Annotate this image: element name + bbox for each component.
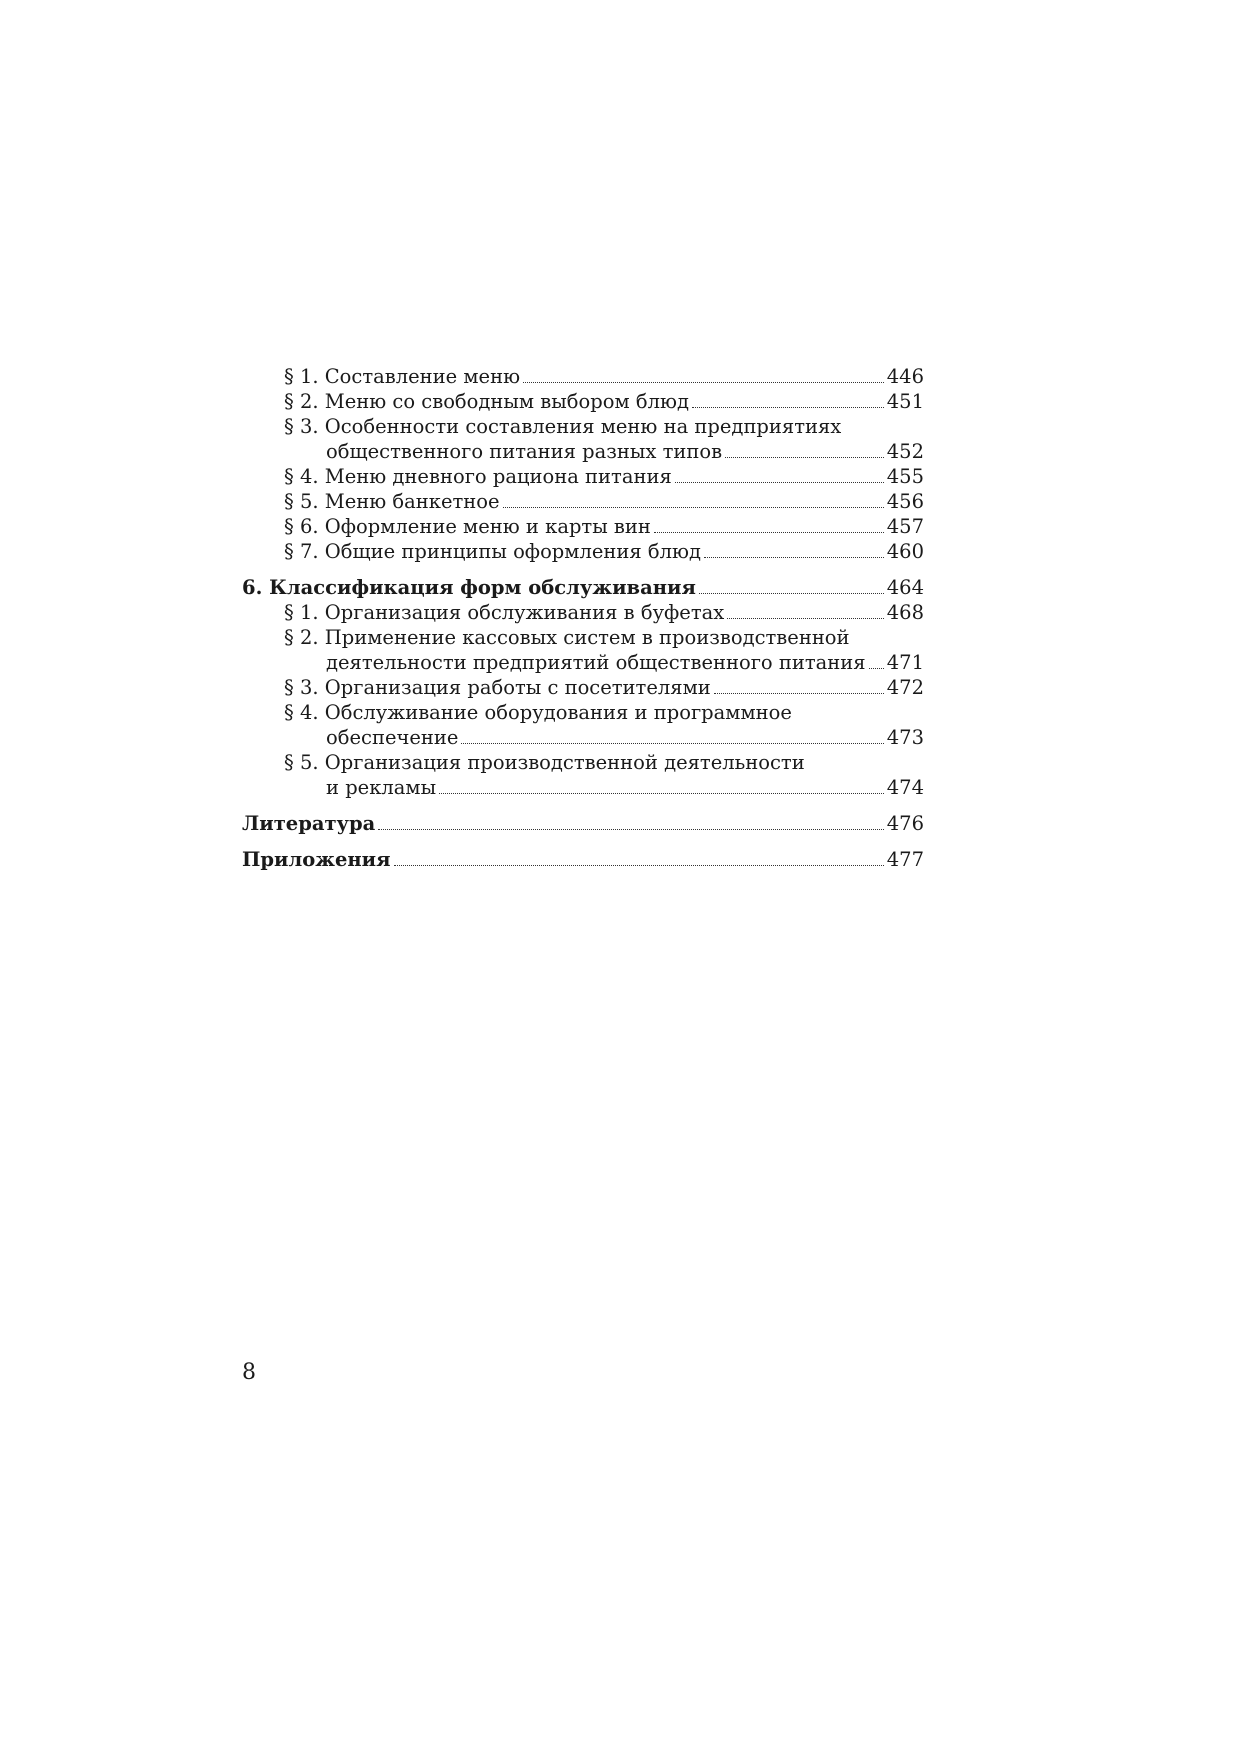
toc-leader-dots [503, 507, 884, 508]
toc-leader-dots [714, 693, 884, 694]
toc-entry-title: § 2. Меню со свободным выбором блюд [284, 390, 689, 413]
toc-entry [326, 439, 924, 464]
toc-entry [284, 539, 924, 564]
toc-entry-page: 468 [886, 601, 924, 624]
toc-entry-title-line2: общественного питания разных типов [326, 440, 723, 463]
toc-entry-title: § 5. Меню банкетное [284, 490, 500, 513]
toc-leader-dots [523, 382, 884, 383]
toc-leader-dots [692, 407, 884, 408]
toc-entry [284, 464, 924, 489]
section-gap [242, 564, 924, 575]
toc-entry-page: 451 [886, 390, 924, 413]
toc-entry-page: 471 [886, 651, 924, 674]
toc-entry [326, 775, 924, 800]
toc-entry-title-line1: § 2. Применение кассовых систем в производственной [284, 626, 850, 649]
toc-leader-dots [394, 865, 884, 866]
toc-leader-dots [704, 557, 884, 558]
toc-leader-dots [699, 593, 884, 594]
toc-entry-title: § 1. Составление меню [284, 365, 521, 388]
toc-entry [284, 389, 924, 414]
toc-chapter-page: 464 [886, 576, 924, 599]
toc-entry-title-line1: § 3. Особенности составления меню на предприятиях [284, 415, 842, 438]
section-gap [242, 836, 924, 847]
toc-entry-title: § 3. Организация работы с посетителями [284, 676, 711, 699]
toc-entry-page: 452 [886, 440, 924, 463]
toc-leader-dots [654, 532, 884, 533]
toc-appendices-entry [242, 847, 924, 872]
toc-entry-page: 456 [886, 490, 924, 513]
toc-entry-page: 472 [886, 676, 924, 699]
toc-entry-page: 473 [886, 726, 924, 749]
toc-entry-title-line1: § 4. Обслуживание оборудования и программное [284, 701, 792, 724]
table-of-contents [242, 364, 924, 872]
toc-leader-dots [439, 793, 884, 794]
toc-leader-dots [675, 482, 884, 483]
toc-entry-title: § 6. Оформление меню и карты вин [284, 515, 651, 538]
toc-entry-page: 446 [886, 365, 924, 388]
toc-leader-dots [869, 668, 884, 669]
toc-entry [284, 600, 924, 625]
toc-entry [284, 364, 924, 389]
toc-leader-dots [378, 829, 883, 830]
toc-entry [284, 489, 924, 514]
toc-entry [326, 725, 924, 750]
toc-entry-page: 455 [886, 465, 924, 488]
section-gap [242, 800, 924, 811]
toc-entry-page: 474 [886, 776, 924, 799]
toc-entry [326, 650, 924, 675]
toc-entry [284, 675, 924, 700]
page-number: 8 [242, 1360, 256, 1385]
toc-entry-title-line1: § 5. Организация производственной деятельности [284, 751, 805, 774]
toc-entry-title-line2: деятельности предприятий общественного питания [326, 651, 866, 674]
toc-literature-title: Литература [242, 812, 376, 835]
toc-entry-title: § 4. Меню дневного рациона питания [284, 465, 672, 488]
toc-entry [284, 514, 924, 539]
toc-entry-page: 457 [886, 515, 924, 538]
toc-entry-title-line2: обеспечение [326, 726, 459, 749]
toc-leader-dots [725, 457, 884, 458]
toc-chapter-title: 6. Классификация форм обслуживания [242, 576, 696, 599]
toc-literature-page: 476 [886, 812, 924, 835]
toc-entry-title-line2: и рекламы [326, 776, 437, 799]
toc-chapter-entry [242, 575, 924, 600]
toc-leader-dots [727, 618, 884, 619]
toc-entry-page: 460 [886, 540, 924, 563]
toc-leader-dots [461, 743, 883, 744]
toc-appendices-page: 477 [886, 848, 924, 871]
toc-entry-title: § 7. Общие принципы оформления блюд [284, 540, 701, 563]
toc-appendices-title: Приложения [242, 848, 391, 871]
toc-entry-title: § 1. Организация обслуживания в буфетах [284, 601, 725, 624]
toc-literature-entry [242, 811, 924, 836]
